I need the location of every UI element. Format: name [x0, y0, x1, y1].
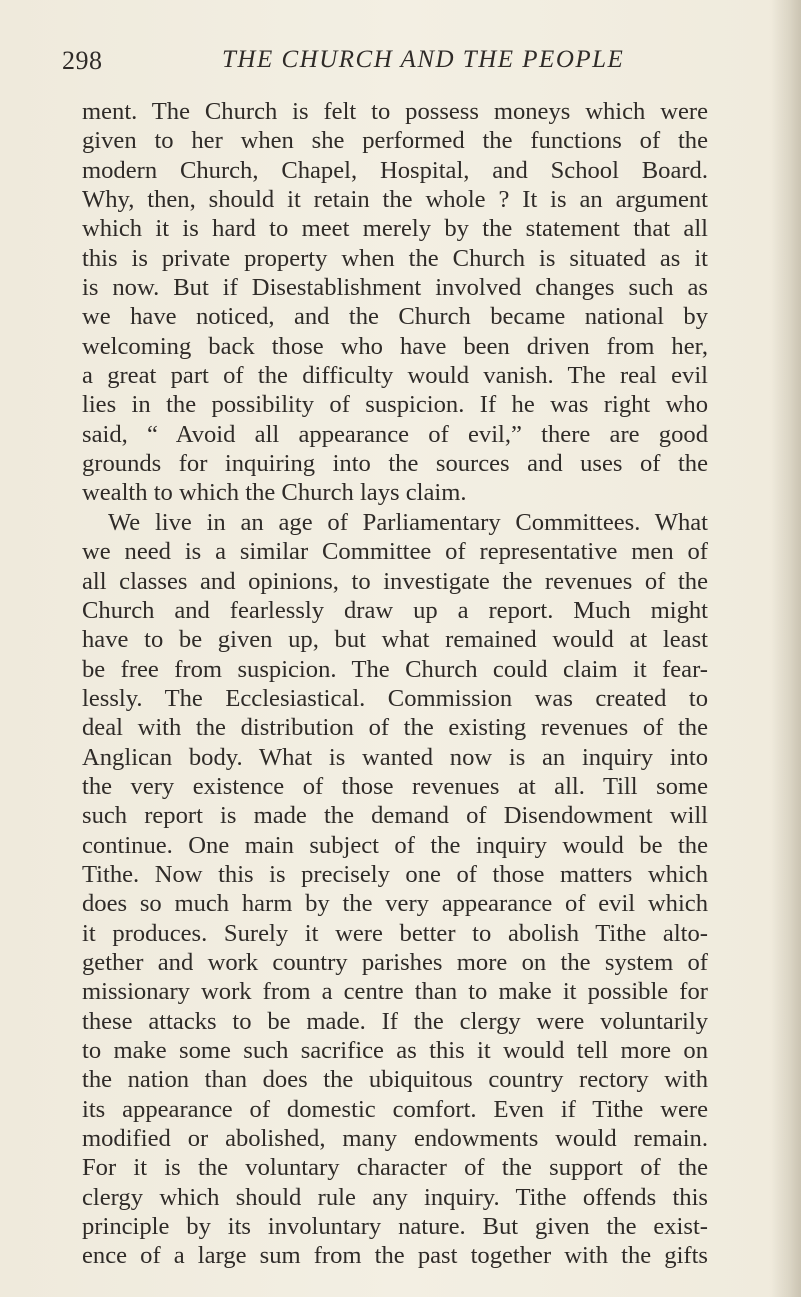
- text-line-39: ence of a large sum from the past together with the gifts: [82, 1242, 708, 1270]
- text-line-35: modified or abolished, many endowments would remain.: [82, 1125, 708, 1153]
- text-line-22: Anglican body. What is wanted now is an inquiry into: [82, 743, 708, 771]
- page-number: 298: [62, 46, 103, 75]
- text-line-26: Tithe. Now this is precisely one of those matters which: [82, 860, 708, 888]
- text-line-24: such report is made the demand of Disendowment will: [82, 802, 708, 830]
- text-line-15: we need is a similar Committee of representative men of: [82, 538, 708, 566]
- text-line-19: be free from suspicion. The Church could claim it fear-: [82, 655, 708, 683]
- text-line-25: continue. One main subject of the inquiry would be the: [82, 831, 708, 859]
- paragraph-start-line: We live in an age of Parliamentary Committees. What: [108, 508, 708, 536]
- text-line-11: said, “ Avoid all appearance of evil,” there are good: [82, 420, 708, 448]
- text-line-34: its appearance of domestic comfort. Even if Tithe were: [82, 1095, 708, 1123]
- text-line-20: lessly. The Ecclesiastical. Commission was created to: [82, 684, 708, 712]
- text-line-29: gether and work country parishes more on the system of: [82, 948, 708, 976]
- text-line-28: it produces. Surely it were better to abolish Tithe alto-: [82, 919, 708, 947]
- body-text: [82, 97, 708, 1271]
- text-line-12: grounds for inquiring into the sources and uses of the: [82, 450, 708, 478]
- text-line-5: this is private property when the Church is situated as it: [82, 244, 708, 272]
- text-line-32: to make some such sacrifice as this it would tell more on: [82, 1037, 708, 1064]
- paragraph-end-line: wealth to which the Church lays claim.: [82, 479, 467, 507]
- page-edge-shadow: [771, 0, 801, 1297]
- text-line-10: lies in the possibility of suspicion. If he was right who: [82, 391, 708, 419]
- page-header: [62, 46, 752, 78]
- text-line-6: is now. But if Disestablishment involved changes such as: [82, 274, 708, 302]
- text-line-23: the very existence of those revenues at all. Till some: [82, 772, 708, 800]
- text-line-36: For it is the voluntary character of the support of the: [82, 1154, 708, 1182]
- text-line-16: all classes and opinions, to investigate the revenues of the: [82, 567, 708, 595]
- text-line-27: does so much harm by the very appearance of evil which: [82, 890, 708, 918]
- text-line-17: Church and fearlessly draw up a report. Much might: [82, 596, 708, 624]
- text-line-0: ment. The Church is felt to possess moneys which were: [82, 98, 708, 125]
- running-title: THE CHURCH AND THE PEOPLE: [222, 46, 625, 73]
- text-line-21: deal with the distribution of the existing revenues of the: [82, 714, 708, 742]
- text-line-33: the nation than does the ubiquitous country rectory with: [82, 1066, 708, 1094]
- text-line-8: welcoming back those who have been driven from her,: [82, 332, 708, 360]
- text-line-3: Why, then, should it retain the whole ? It is an argument: [82, 186, 708, 214]
- text-line-30: missionary work from a centre than to make it possible for: [82, 978, 708, 1006]
- text-line-4: which it is hard to meet merely by the statement that all: [82, 215, 708, 243]
- text-line-2: modern Church, Chapel, Hospital, and School Board.: [82, 156, 708, 184]
- text-line-37: clergy which should rule any inquiry. Tithe offends this: [82, 1183, 708, 1211]
- text-line-18: have to be given up, but what remained would at least: [82, 626, 708, 654]
- text-line-9: a great part of the difficulty would vanish. The real evil: [82, 362, 708, 390]
- text-line-7: we have noticed, and the Church became national by: [82, 303, 708, 331]
- text-line-1: given to her when she performed the functions of the: [82, 127, 708, 155]
- text-line-31: these attacks to be made. If the clergy were voluntarily: [82, 1007, 708, 1035]
- text-line-38: principle by its involuntary nature. But given the exist-: [82, 1213, 708, 1241]
